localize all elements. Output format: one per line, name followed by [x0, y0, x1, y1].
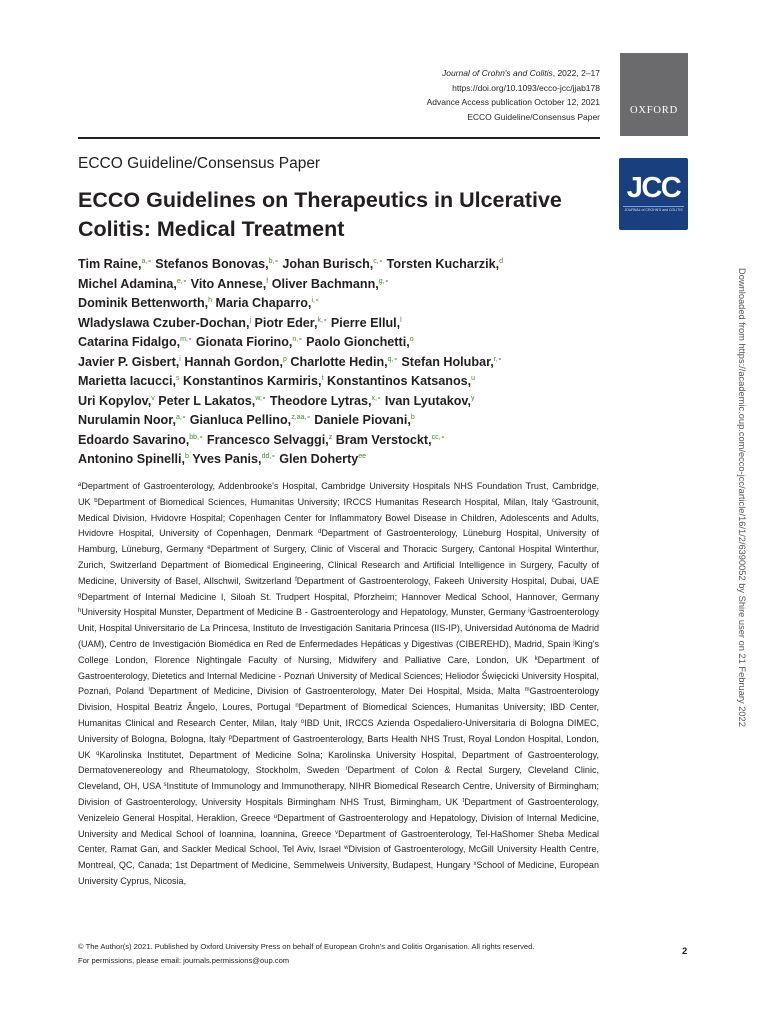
author-list: [78, 255, 608, 470]
affiliation-marker: d: [318, 529, 322, 536]
author-name[interactable]: Torsten Kucharzik,: [386, 257, 500, 271]
affiliation-marker: s: [163, 782, 167, 789]
orcid-icon[interactable]: ∘: [147, 258, 152, 265]
affiliation-marker: g,: [378, 277, 385, 285]
author-line: [78, 314, 608, 334]
doi-link[interactable]: https://doi.org/10.1093/ecco-jcc/jjab178: [452, 82, 600, 93]
affiliation-marker: t: [321, 375, 324, 382]
affiliation-text: Department of Colon & Rectal Surgery, Cleveland Clinic, Cleveland, OH, USA: [78, 765, 600, 792]
affiliations-list: [78, 479, 599, 890]
author-name[interactable]: Oliver Bachmann,: [271, 276, 379, 291]
affiliation-marker: b: [410, 414, 415, 421]
header-divider: [78, 137, 600, 139]
orcid-icon[interactable]: ∘: [314, 297, 320, 304]
affiliation-marker: i: [179, 355, 181, 363]
affiliation-marker: q,: [387, 355, 394, 363]
jcc-logo-abbreviation: JCC: [626, 172, 681, 204]
orcid-icon[interactable]: ∘: [440, 433, 445, 441]
orcid-icon[interactable]: ∘: [199, 433, 204, 441]
affiliation-text: Department of Gastroenterology, Tel-HaShomer Sheba Medical Center, Ramat Gan, and Sackler Medical School, Tel Aviv, Israel: [78, 828, 599, 855]
author-name[interactable]: Yves Panis,: [192, 452, 262, 466]
affiliation-marker: ee: [358, 453, 367, 460]
affiliation-text: Department of Gastroenterology, Dietetics and Internal Medicine - Poznań University of Medical Sciences; Heliodor Święcicki University Hospital, Poznań, Poland: [78, 654, 599, 697]
affiliation-marker: cc,: [431, 433, 441, 441]
affiliation-marker: p: [283, 355, 287, 363]
affiliation-text: Karolinska Institutet, Department of Medicine Solna; Karolinska University Hospital, Department of Gastroenterology, Dermatovenereology and Rheumatology, Stockholm, Sweden: [78, 749, 599, 776]
orcid-icon[interactable]: ∘: [378, 258, 384, 265]
affiliation-text: Department of Biomedical Sciences, Humanitas University; IRCCS Humanitas Research Hospital, Milan, Italy: [97, 496, 552, 507]
jcc-logo-subtitle: JOURNAL of CROHN'S and COLITIS: [624, 208, 683, 212]
affiliation-marker: v: [335, 829, 339, 836]
affiliation-marker: t: [462, 797, 465, 804]
affiliation-marker: g: [78, 592, 82, 599]
affiliation-marker: l: [148, 687, 150, 694]
affiliation-text: School of Medicine, European University Cyprus, Nicosia,: [78, 860, 599, 886]
affiliation-text: Department of Gastroenterology, Fakeeh University Hospital, Dubai, UAE: [296, 575, 599, 586]
paper-title-line-2: Colitis: Medical Treatment: [78, 217, 345, 241]
affiliation-marker: b: [94, 497, 98, 504]
affiliation-marker: a: [78, 482, 82, 488]
article-type: ECCO Guideline/Consensus Paper: [467, 111, 600, 122]
author-name[interactable]: Charlotte Hedin,: [290, 354, 388, 369]
affiliation-marker: j: [249, 316, 252, 324]
copyright-footer: [78, 940, 534, 968]
affiliation-marker: z,aa,: [291, 414, 307, 421]
author-name[interactable]: Dominik Bettenworth,: [78, 296, 209, 310]
author-name[interactable]: Konstantinos Karmiris,: [183, 374, 322, 388]
author-line: [78, 431, 608, 451]
journal-masthead: [427, 66, 600, 124]
author-name[interactable]: Theodore Lytras,: [269, 393, 372, 408]
affiliation-text: Gastroenterology Unit, Hospital Universitario de La Princesa, Instituto de Investigación Sanitaria Princesa (IIS-IP), Universidad Autónoma de Madrid (UAM), Centro de Investigación Biomédica en Red de Enfermedades Hepáticas y Digestivas (CIBEREHD), Madrid, Spain: [78, 607, 599, 649]
affiliation-marker: u: [471, 375, 476, 382]
affiliation-marker: u: [273, 813, 278, 820]
affiliation-text: Department of Biomedical Sciences, Humanitas University; IBD Center, Humanitas Clinical and Research Center, Milan, Italy: [78, 702, 599, 728]
affiliation-marker: r,: [493, 355, 498, 363]
author-line: [78, 372, 608, 392]
journal-issue: , 2022, 2–17: [552, 68, 600, 78]
orcid-icon[interactable]: ∘: [497, 355, 503, 363]
author-name[interactable]: Javier P. Gisbert,: [78, 354, 180, 369]
affiliation-marker: i,: [311, 297, 315, 304]
journal-citation: [427, 66, 600, 81]
orcid-icon[interactable]: ∘: [306, 414, 311, 421]
affiliation-marker: p: [228, 734, 232, 741]
author-name[interactable]: Marietta Iacucci,: [78, 374, 176, 388]
affiliation-marker: e,: [176, 277, 183, 285]
copyright-notice: © The Author(s) 2021. Published by Oxford University Press on behalf of European Crohn's and Colitis Organisation. All rights reserved.: [78, 942, 535, 951]
affiliation-marker: c,: [373, 258, 379, 265]
author-name[interactable]: Maria Chaparro,: [215, 296, 312, 310]
affiliation-marker: q: [96, 750, 100, 757]
affiliation-marker: y: [470, 394, 475, 402]
affiliation-marker: z: [328, 433, 333, 441]
affiliation-text: King's College London, Florence Nightingale Faculty of Nursing, Midwifery and Palliative Care, London, UK: [78, 638, 599, 665]
affiliation-marker: l: [400, 316, 402, 324]
affiliation-marker: n,: [292, 336, 299, 343]
affiliation-text: IBD Unit, IRCCS Azienda Ospedaliero-Universitaria di Bologna DIMEC, University of Bologna, Bologna, Italy: [78, 717, 599, 744]
orcid-icon[interactable]: ∘: [322, 316, 328, 324]
author-line: [78, 450, 608, 470]
author-name[interactable]: Tim Raine,: [78, 257, 142, 271]
author-name[interactable]: Hannah Gordon,: [184, 354, 283, 369]
orcid-icon[interactable]: ∘: [298, 336, 303, 343]
author-line: [78, 411, 608, 431]
author-name[interactable]: Gianluca Pellino,: [189, 413, 292, 427]
author-name[interactable]: Daniele Piovani,: [314, 413, 411, 427]
affiliation-text: Department of Gastroenterology, Barts Health NHS Trust, Royal London Hospital, London, UK: [78, 733, 599, 760]
author-name[interactable]: Michel Adamina,: [78, 276, 177, 291]
affiliation-marker: n: [295, 703, 299, 710]
author-line: [78, 333, 608, 353]
affiliation-marker: dd,: [261, 453, 272, 460]
orcid-icon[interactable]: ∘: [393, 355, 398, 363]
affiliation-marker: s: [176, 375, 180, 382]
affiliation-marker: x,: [371, 394, 377, 402]
affiliation-marker: f: [295, 576, 297, 583]
affiliation-marker: i: [528, 608, 530, 615]
affiliation-marker: c: [551, 497, 555, 504]
author-name[interactable]: Pierre Ellul,: [330, 315, 401, 330]
orcid-icon[interactable]: ∘: [181, 414, 187, 421]
orcid-icon[interactable]: ∘: [261, 394, 267, 402]
oxford-logo-text: OXFORD: [630, 105, 678, 116]
affiliation-marker: bb,: [189, 433, 200, 441]
affiliation-marker: w,: [255, 394, 262, 402]
author-name[interactable]: Ivan Lyutakov,: [384, 393, 471, 408]
author-name[interactable]: Catarina Fidalgo,: [78, 335, 181, 349]
author-name[interactable]: Bram Verstockt,: [335, 432, 432, 447]
jcc-logo-divider: [623, 206, 684, 207]
paper-title: [78, 186, 608, 244]
affiliation-text: Department of Gastroenterology, Addenbrooke's Hospital, Cambridge University Hospitals NHS Foundation Trust, Cambridge, UK: [78, 481, 599, 507]
affiliation-marker: k,: [317, 316, 323, 324]
oxford-logo: [620, 53, 688, 136]
jcc-journal-logo: [619, 158, 688, 230]
affiliation-marker: o: [409, 336, 414, 343]
affiliation-marker: v: [151, 394, 155, 402]
author-name[interactable]: Uri Kopylov,: [78, 393, 152, 408]
affiliation-marker: d: [499, 258, 503, 265]
orcid-icon[interactable]: ∘: [182, 277, 188, 285]
affiliation-marker: f: [266, 277, 269, 285]
author-name[interactable]: Glen Doherty: [279, 452, 359, 466]
affiliation-marker: w: [344, 845, 349, 852]
author-name[interactable]: Vito Annese,: [190, 276, 267, 291]
author-line: [78, 353, 608, 373]
author-name[interactable]: Stefanos Bonovas,: [155, 257, 269, 271]
paper-title-line-1: ECCO Guidelines on Therapeutics in Ulcerative: [78, 188, 562, 212]
affiliation-marker: k: [534, 655, 538, 662]
affiliation-text: Department of Gastroenterology, Lüneburg Hospital, University of Hamburg, Lüneburg, Germany: [78, 528, 599, 555]
author-name[interactable]: Edoardo Savarino,: [78, 432, 190, 447]
affiliation-marker: b: [185, 453, 189, 460]
affiliation-marker: a,: [141, 258, 148, 265]
author-name[interactable]: Paolo Gionchetti,: [306, 335, 410, 349]
affiliation-marker: x: [473, 861, 477, 868]
affiliation-marker: j: [573, 639, 575, 646]
affiliation-marker: m,: [180, 336, 188, 343]
affiliation-marker: o: [300, 718, 305, 725]
affiliation-marker: h: [208, 297, 213, 304]
section-label: ECCO Guideline/Consensus Paper: [78, 155, 321, 172]
author-name[interactable]: Stefan Holubar,: [401, 354, 494, 369]
author-name[interactable]: Peter L Lakatos,: [158, 393, 256, 408]
affiliation-text: Gastroenterology Division, Hospital Beatriz Ângelo, Loures, Portugal: [78, 686, 599, 713]
author-name[interactable]: Antonino Spinelli,: [78, 452, 186, 466]
affiliation-marker: h: [78, 608, 82, 615]
page-number: 2: [682, 946, 688, 957]
affiliation-text: Gastrounit, Medical Division, Hvidovre Hospital; Copenhagen Center for Inflammatory Bowel Disease in Children, Adolescents and Adults, Hvidovre Hospital, University of Copenhagen, Denmark: [78, 496, 599, 539]
author-line: [78, 275, 608, 295]
affiliation-text: Division of Gastroenterology, McGill University Health Centre, Montreal, QC, Canada; 1st Department of Medicine, Semmelweis University, Budapest, Hungary: [78, 844, 600, 871]
affiliation-text: Department of Gastroenterology and Hepatology, Division of Internal Medicine, University and Medical School of Ioannina, Ioannina, Greece: [78, 812, 599, 839]
author-name[interactable]: Francesco Selvaggi,: [206, 432, 329, 447]
author-name[interactable]: Nurulamin Noor,: [78, 413, 176, 427]
affiliation-text: Department of Surgery, Clinic of Visceral and Thoracic Surgery, Cantonal Hospital Winterthur, Zurich, Switzerland Department of Biomedical Engineering, Clinical Research and Artificial Intelligence in Surgery, Faculty of Medicine, University of Basel, Allschwil, Switzerland: [78, 544, 600, 586]
affiliation-text: Department of Medicine, Division of Gastroenterology, Mater Dei Hospital, Msida, Malta: [149, 686, 525, 697]
affiliation-text: Institute of Immunology and Immunotherapy, NIHR Biomedical Research Centre, University of Birmingham; Division of Gastroenterology, University Hospitals Birmingham NHS Trust, Birmingham, UK: [78, 781, 599, 807]
advance-access-date: Advance Access publication October 12, 2021: [426, 97, 600, 107]
journal-name: Journal of Crohn's and Colitis: [441, 68, 553, 78]
affiliation-marker: a,: [175, 414, 182, 421]
affiliation-marker: m: [524, 687, 530, 694]
orcid-icon[interactable]: ∘: [187, 336, 193, 343]
author-line: [78, 392, 608, 412]
author-line: [78, 255, 608, 275]
author-name[interactable]: Piotr Eder,: [254, 315, 318, 330]
author-name[interactable]: Gionata Fiorino,: [195, 335, 293, 349]
download-watermark: Downloaded from https://academic.oup.com/ecco-jcc/article/16/1/2/6390052 by Shire user on 21 February 2022: [737, 268, 747, 727]
affiliation-text: University Hospital Munster, Department of Medicine B - Gastroenterology and Hepatology, Munster, Germany: [81, 607, 529, 618]
orcid-icon[interactable]: ∘: [271, 453, 276, 460]
permissions-notice: For permissions, please email: journals.permissions@oup.com: [78, 956, 290, 965]
author-name[interactable]: Johan Burisch,: [282, 257, 374, 271]
author-line: [78, 294, 608, 314]
author-name[interactable]: Wladyslawa Czuber-Dochan,: [78, 315, 250, 330]
affiliation-marker: e: [207, 545, 211, 552]
orcid-icon[interactable]: ∘: [384, 277, 390, 285]
affiliation-marker: r: [345, 766, 348, 773]
orcid-icon[interactable]: ∘: [274, 258, 279, 265]
affiliation-text: Department of Gastroenterology, Venizeleio General Hospital, Heraklion, Greece: [78, 796, 599, 823]
affiliation-text: Department of Internal Medicine I, Siloah St. Trudpert Hospital, Pforzheim; Hannover Medical School, Hannover, Germany: [81, 591, 599, 602]
author-name[interactable]: Konstantinos Katsanos,: [327, 374, 472, 388]
orcid-icon[interactable]: ∘: [376, 394, 382, 402]
affiliation-marker: b,: [268, 258, 275, 265]
